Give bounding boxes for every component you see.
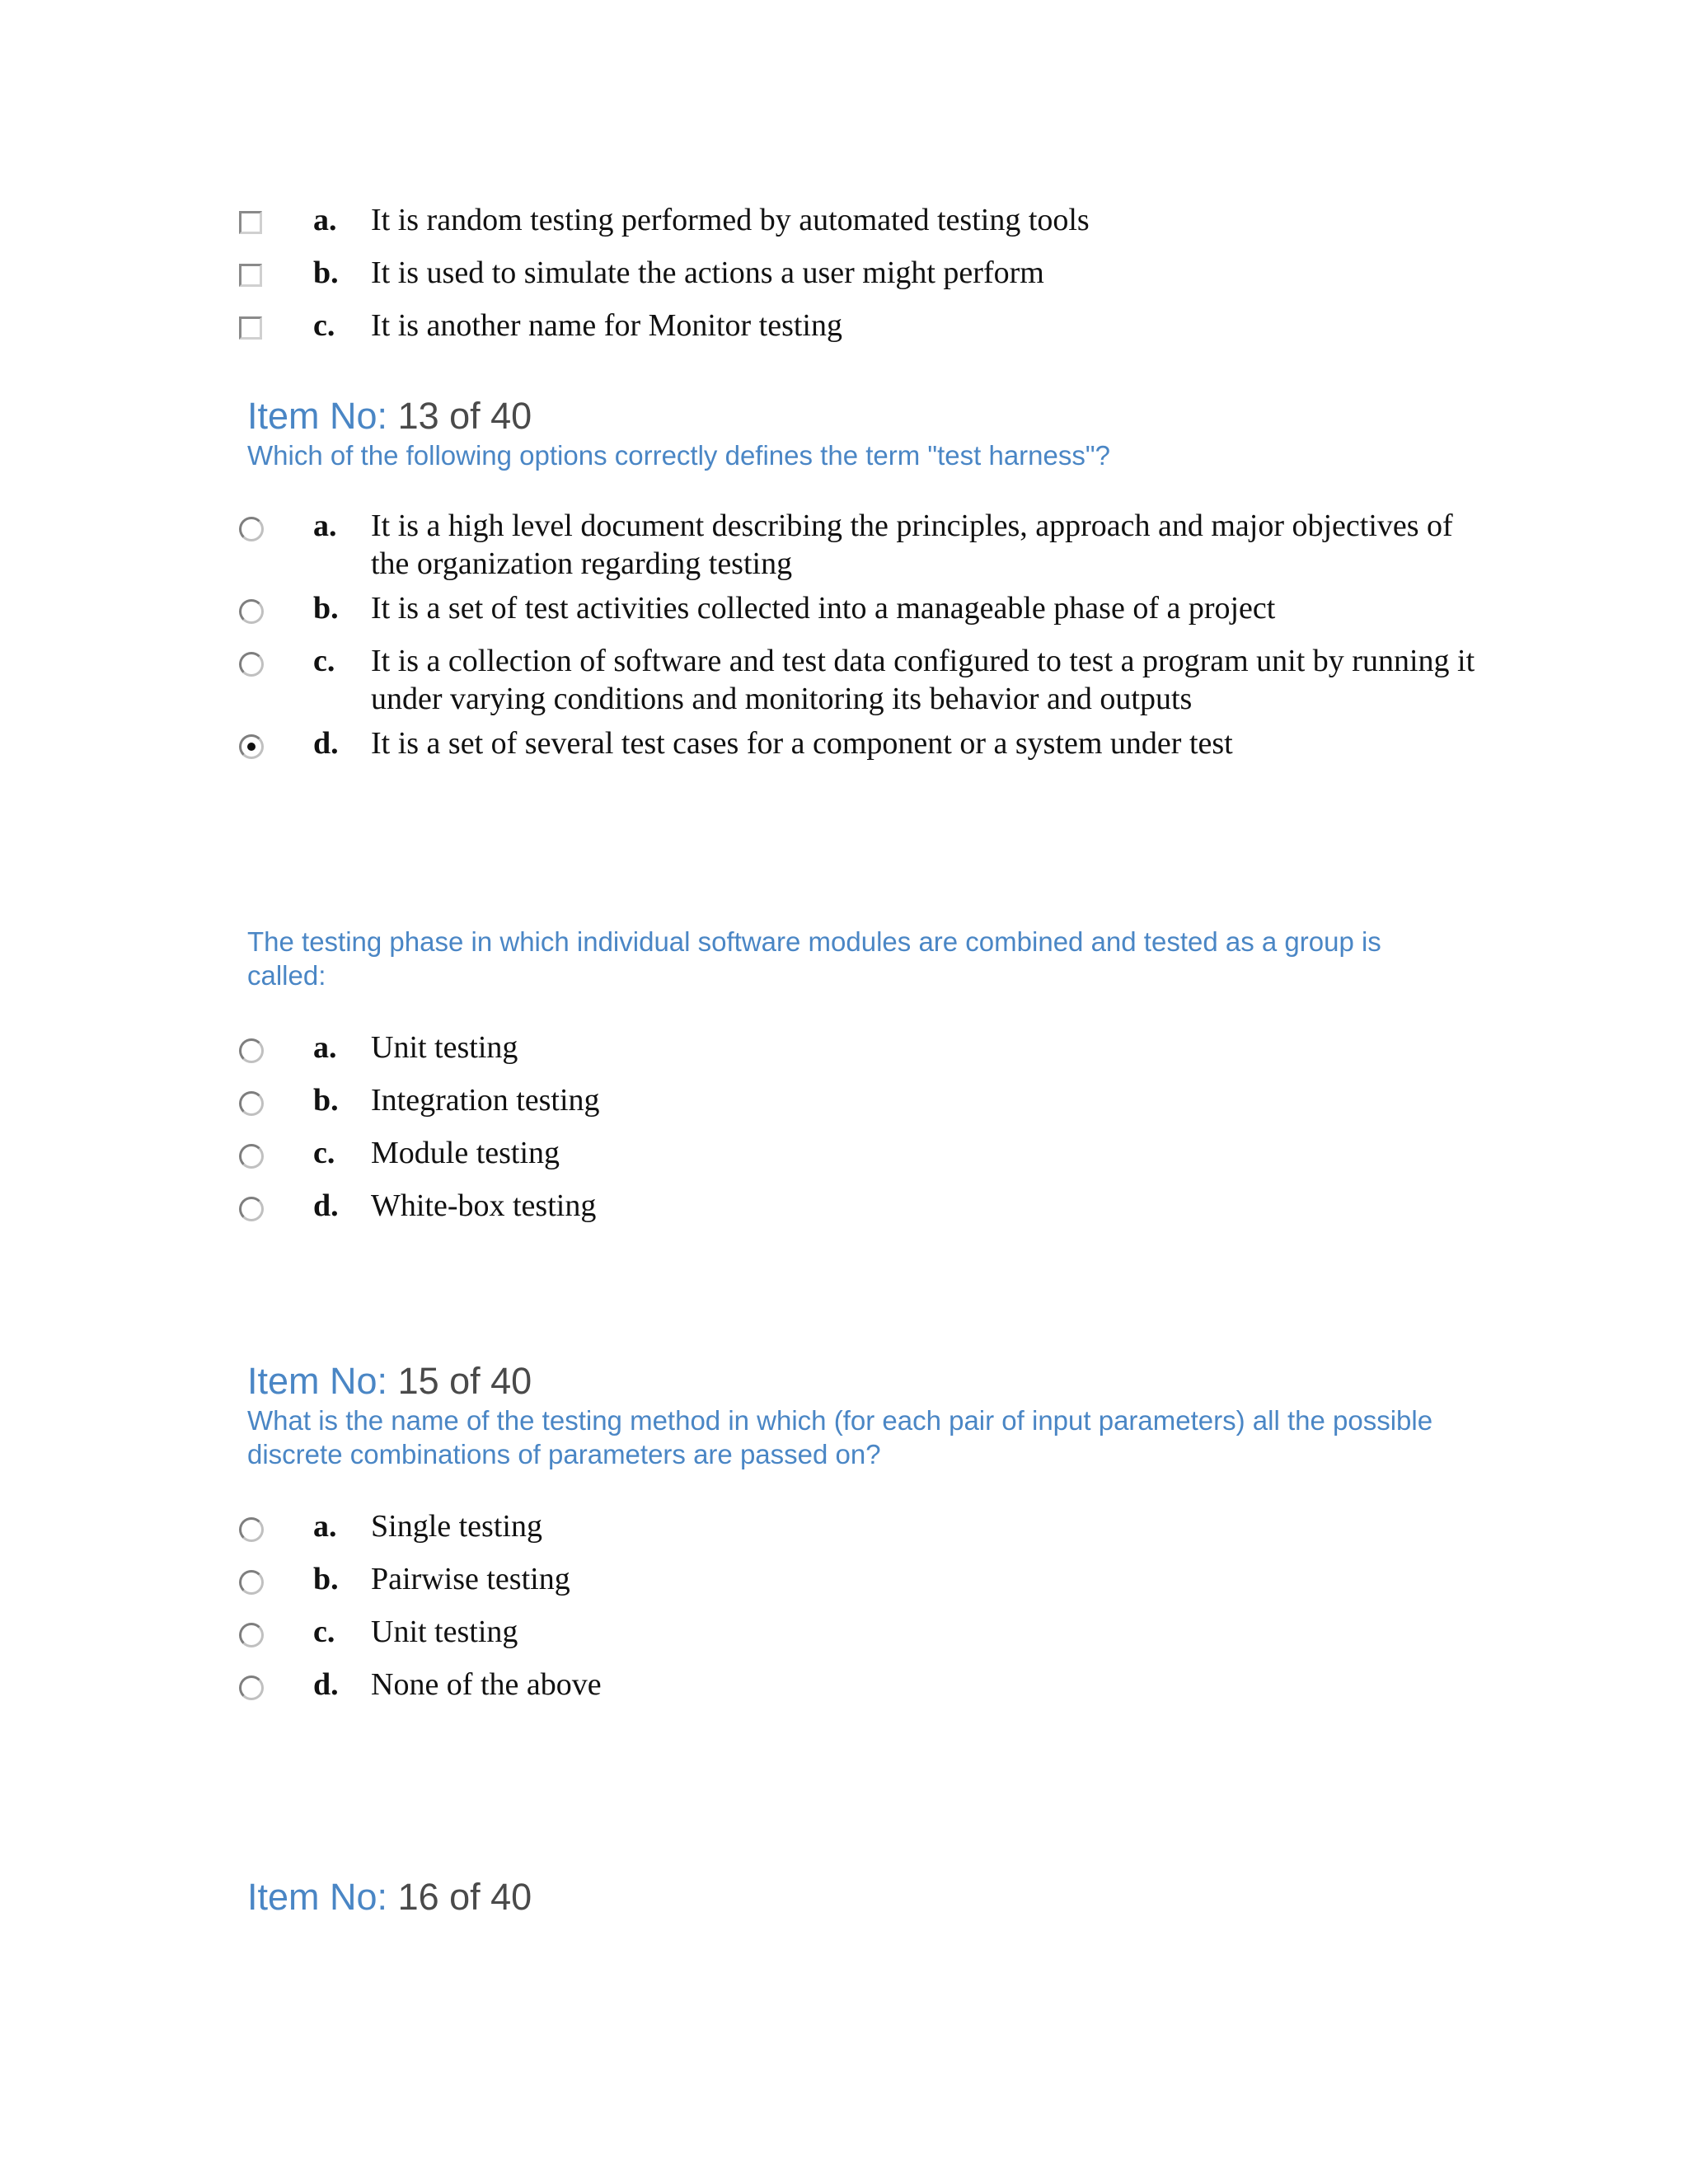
q13-option-c[interactable]: c. It is a collection of software and test data configured to test a program unit by running it under varying conditions and monitoring its behavior and outputs (239, 642, 1475, 718)
item-label: Item No: (247, 1876, 388, 1918)
checkbox-icon[interactable] (239, 264, 262, 287)
radio-icon[interactable] (239, 652, 264, 677)
q12-option-b[interactable]: b. It is used to simulate the actions a user might perform (239, 254, 1475, 292)
q16-item-number (247, 1875, 532, 1919)
radio-icon[interactable] (239, 1144, 264, 1169)
q12-option-c[interactable]: c. It is another name for Monitor testing (239, 307, 1475, 344)
radio-icon[interactable] (239, 1038, 264, 1063)
q15-option-d[interactable]: d. None of the above (239, 1666, 1475, 1704)
q14-option-b[interactable]: b. Integration testing (239, 1081, 1475, 1119)
q15-option-b[interactable]: b. Pairwise testing (239, 1560, 1475, 1598)
q12-options (239, 201, 1475, 359)
radio-icon[interactable] (239, 1675, 264, 1700)
radio-icon[interactable] (239, 1570, 264, 1595)
radio-icon[interactable] (239, 1517, 264, 1542)
q15-question: What is the name of the testing method in which (for each pair of input parameters) all the possible discrete combinations of parameters are passed on? (247, 1405, 1433, 1469)
item-count: 16 of 40 (397, 1876, 532, 1918)
q15-options (239, 1507, 1475, 1718)
radio-icon[interactable] (239, 517, 264, 541)
item-label: Item No: (247, 395, 388, 437)
radio-selected-icon[interactable] (239, 734, 264, 759)
item-count: 13 of 40 (397, 395, 532, 437)
radio-icon[interactable] (239, 1623, 264, 1647)
q12-option-a[interactable]: a. It is random testing performed by automated testing tools (239, 201, 1475, 239)
radio-icon[interactable] (239, 1197, 264, 1221)
q14-option-c[interactable]: c. Module testing (239, 1134, 1475, 1172)
q13-option-d[interactable]: d. It is a set of several test cases for a component or a system under test (239, 724, 1475, 762)
q14-option-a[interactable]: a. Unit testing (239, 1029, 1475, 1066)
q15-option-a[interactable]: a. Single testing (239, 1507, 1475, 1545)
checkbox-icon[interactable] (239, 316, 262, 340)
radio-icon[interactable] (239, 1091, 264, 1116)
q14-question: The testing phase in which individual software modules are combined and tested as a group is called: (247, 926, 1381, 991)
q13-item-number (247, 394, 532, 438)
q14-options (239, 1029, 1475, 1240)
q13-option-a[interactable]: a. It is a high level document describing the principles, approach and major objectives of the organization regarding testing (239, 507, 1475, 583)
q14-option-d[interactable]: d. White-box testing (239, 1187, 1475, 1225)
q13-option-b[interactable]: b. It is a set of test activities collected into a manageable phase of a project (239, 589, 1475, 627)
item-label: Item No: (247, 1360, 388, 1402)
q13-options (239, 507, 1475, 777)
q13-question: Which of the following options correctly defines the term "test harness"? (247, 440, 1110, 471)
checkbox-icon[interactable] (239, 211, 262, 234)
q15-option-c[interactable]: c. Unit testing (239, 1613, 1475, 1651)
q15-item-number (247, 1359, 532, 1404)
item-count: 15 of 40 (397, 1360, 532, 1402)
radio-icon[interactable] (239, 599, 264, 624)
